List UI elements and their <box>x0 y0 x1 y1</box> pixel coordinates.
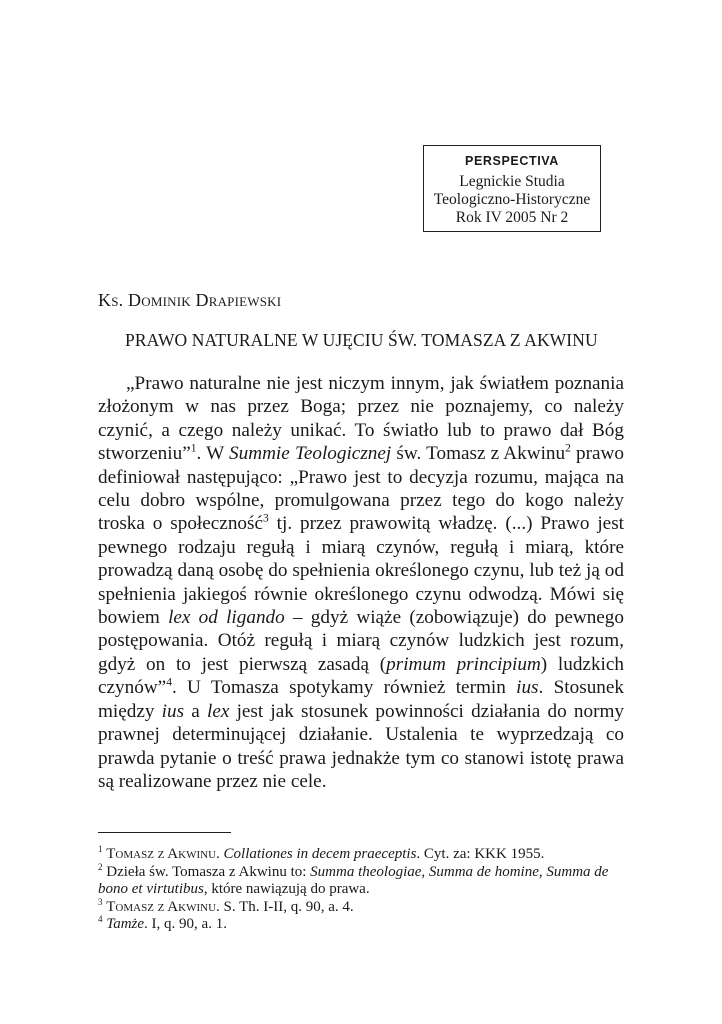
body-text-run: św. Tomasz z Akwinu <box>391 443 566 465</box>
body-text-run: ) ludzkich czynów” <box>98 653 624 699</box>
journal-name: PERSPECTIVA <box>465 154 559 168</box>
footnote-text: Dzieła św. Tomasza z Akwinu to: <box>106 863 311 880</box>
body-text-run: . Stosunek między <box>98 677 624 722</box>
journal-issue: Rok IV 2005 Nr 2 <box>455 209 569 226</box>
article-author: Ks. Dominik Drapiewski <box>98 290 282 310</box>
body-paragraph <box>98 372 624 793</box>
italic-term: ius <box>161 700 185 722</box>
footnote-text: , <box>421 863 429 880</box>
journal-subtitle-line1: Legnickie Studia <box>459 173 565 190</box>
footnote-2 <box>98 861 624 899</box>
footnote-number: 3 <box>98 896 103 907</box>
footnote-number: 2 <box>98 861 103 872</box>
footnote-divider <box>98 832 231 833</box>
footnote-italic: Summa de homine <box>428 863 539 880</box>
footnote-ref-4: 4 <box>166 676 172 689</box>
footnote-4 <box>98 916 624 934</box>
footnote-3 <box>98 896 624 917</box>
article-body <box>98 372 624 793</box>
footnote-author: Tomasz z Akwinu <box>106 846 217 862</box>
footnote-ref-1: 1 <box>190 442 197 455</box>
article-title: PRAWO NATURALNE W UJĘCIU ŚW. TOMASZA Z AKWINU <box>125 330 598 350</box>
italic-term: ius <box>516 677 539 699</box>
footnote-1 <box>98 846 624 864</box>
footnote-author: Tomasz z Akwinu <box>106 898 217 915</box>
footnote-text: , <box>538 863 547 880</box>
footnote-text: . Cyt. za: KKK 1955. <box>416 846 545 862</box>
footnote-text: . S. Th. I-II, q. 90, a. 4. <box>216 898 354 915</box>
footnote-italic: Summa de bono et virtutibus <box>98 863 609 897</box>
body-text-run: prawo definiował następująco: „Prawo jest to decyzja rozumu, mająca na celu dobro wspólne, promulgowana przez tego do kogo należy troska o społeczność <box>98 443 625 535</box>
body-text-run: . W <box>196 443 230 465</box>
body-text-run: jest jak stosunek powinności działania do normy prawnej determinującej działanie. Ustalenia te wyprzedzają co prawda pytanie o treść prawa jednakże tym co stanowi istotę prawa są realizowane przez nie cele. <box>98 700 624 792</box>
body-text-run: a <box>184 700 207 722</box>
italic-latin-phrase: primum principium <box>386 653 541 675</box>
body-text-run: tj. przez prawowitą władzę. (...) Prawo jest pewnego rodzaju regułą i miarą czynów, regułą i miarą, które prowadzą daną osobę do spełnienia określonego czynu, lub też ją od spełnienia jakiegoś równie określonego czynu odwodzą. Mówi się bowiem <box>98 513 624 629</box>
body-text-run: . U Tomasza spotykamy również termin <box>171 677 517 699</box>
footnote-italic: Collationes in decem praeceptis <box>223 846 417 862</box>
footnote-ref-3: 3 <box>263 513 269 526</box>
footnote-text: , które nawiązują do prawa. <box>203 881 370 897</box>
body-text-run: „Prawo naturalne nie jest niczym innym, jak światłem poznania złożonym w nas przez Boga; przez nie poznajemy, co należy czynić, a czego należy unikać. To światło lub to prawo dał Bóg stworzeniu” <box>98 373 624 465</box>
italic-term: lex <box>207 700 230 722</box>
footnote-text: . I, q. 90, a. 1. <box>144 916 227 932</box>
italic-latin-phrase: lex od ligando <box>168 607 285 629</box>
journal-header-box <box>423 145 601 232</box>
footnote-ref-2: 2 <box>565 442 571 455</box>
journal-subtitle-line2: Teologiczno-Historyczne <box>433 191 591 208</box>
footnote-number: 1 <box>98 844 103 854</box>
footnote-number: 4 <box>98 914 103 924</box>
footnotes <box>98 846 624 934</box>
body-text-run: – gdyż wiąże (zobowiązuje) do pewnego postępowania. Otóż regułą i miarą czynów ludzkich jest rozum, gdyż on to jest pierwszą zasadą ( <box>98 607 624 675</box>
italic-title-summa: Summie Teologicznej <box>229 443 392 465</box>
footnote-text: . <box>216 846 224 862</box>
footnote-italic: Summa theologiae <box>310 863 422 880</box>
footnote-italic: Tamże <box>106 916 145 932</box>
